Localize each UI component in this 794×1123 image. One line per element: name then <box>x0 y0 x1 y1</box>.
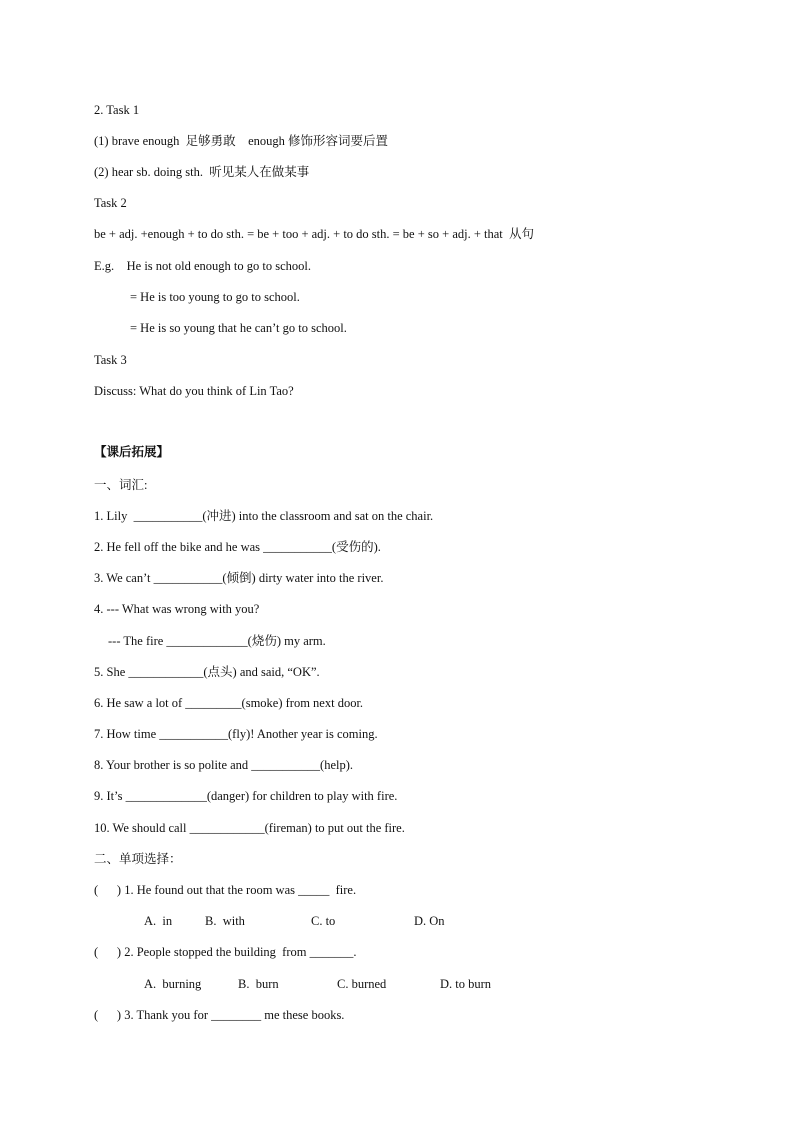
q1-option-c: C. to <box>311 914 336 928</box>
vocab-item-1: 1. Lily ___________(冲进) into the classroom and sat on the chair. <box>94 509 434 523</box>
q2-option-d: D. to burn <box>440 977 492 991</box>
task1-item-1: (1) brave enough 足够勇敢 enough 修饰形容词要后置 <box>94 134 389 148</box>
task3-heading: Task 3 <box>94 353 127 367</box>
example-line-3: = He is so young that he can’t go to school. <box>130 321 347 335</box>
task1-heading: 2. Task 1 <box>94 103 140 117</box>
q1-option-b: B. with <box>205 914 245 928</box>
task2-heading: Task 2 <box>94 196 127 210</box>
mc-question-2: ( ) 2. People stopped the building from _______. <box>94 945 357 959</box>
vocab-item-3: 3. We can’t ___________(倾倒) dirty water into the river. <box>94 571 384 585</box>
q1-option-d: D. On <box>414 914 445 928</box>
mc-heading: 二、单项选择： <box>94 852 182 866</box>
q1-option-a: A. in <box>144 914 173 928</box>
q2-option-a: A. burning <box>144 977 202 991</box>
vocab-item-4-question: 4. --- What was wrong with you? <box>94 602 260 616</box>
task1-item-2: (2) hear sb. doing sth. 听见某人在做某事 <box>94 165 310 179</box>
vocab-item-7: 7. How time ___________(fly)! Another year is coming. <box>94 727 378 741</box>
vocab-item-10: 10. We should call ____________(fireman) to put out the fire. <box>94 821 405 835</box>
vocab-item-9: 9. It’s _____________(danger) for children to play with fire. <box>94 789 398 803</box>
vocab-item-2: 2. He fell off the bike and he was ___________(受伤的). <box>94 540 381 554</box>
extension-heading: 【课后拓展】 <box>94 445 170 459</box>
example-line-2: = He is too young to go to school. <box>130 290 300 304</box>
task2-rule: be + adj. +enough + to do sth. = be + too + adj. + to do sth. = be + so + adj. + that 从句 <box>94 227 535 241</box>
vocab-item-4-answer: --- The fire _____________(烧伤) my arm. <box>108 634 326 648</box>
vocab-item-5: 5. She ____________(点头) and said, “OK”. <box>94 665 320 679</box>
q2-option-c: C. burned <box>337 977 387 991</box>
mc-question-3: ( ) 3. Thank you for ________ me these books. <box>94 1008 345 1022</box>
example-line-1: E.g. He is not old enough to go to school. <box>94 259 311 273</box>
q2-option-b: B. burn <box>238 977 279 991</box>
task3-discuss: Discuss: What do you think of Lin Tao? <box>94 384 294 398</box>
vocab-item-8: 8. Your brother is so polite and ___________(help). <box>94 758 354 772</box>
vocab-item-6: 6. He saw a lot of _________(smoke) from next door. <box>94 696 364 710</box>
mc-question-1: ( ) 1. He found out that the room was _____ fire. <box>94 883 357 897</box>
vocab-heading: 一、词汇: <box>94 478 148 492</box>
